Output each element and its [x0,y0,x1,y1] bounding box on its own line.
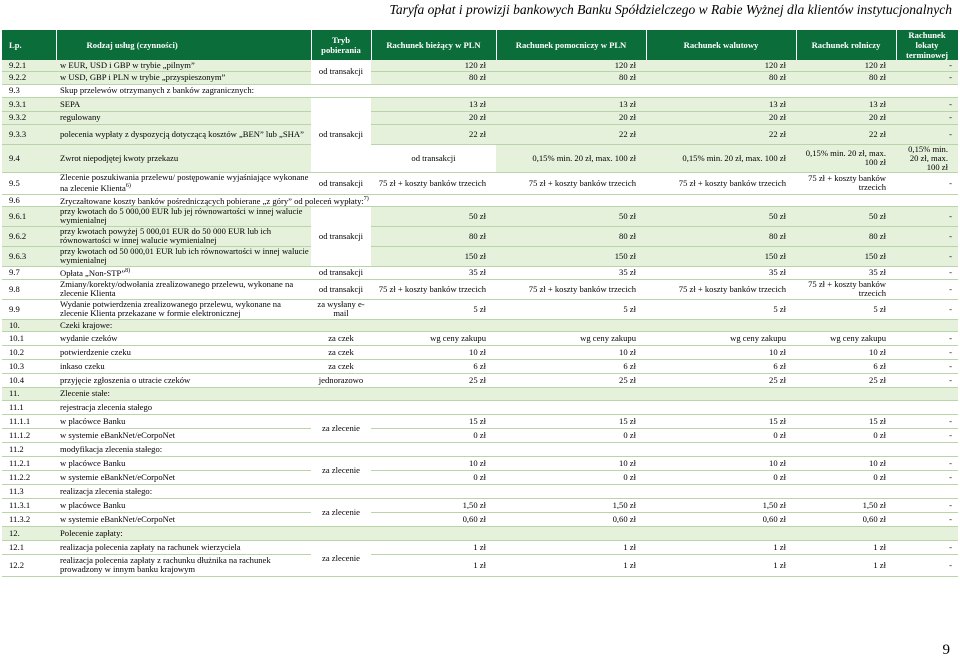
table-row [2,84,958,97]
fee-current-account: 150 zł [371,246,496,266]
fee-deposit-account: - [896,540,958,554]
service-name [56,373,311,387]
row-title [56,387,958,400]
fee-auxiliary-account: wg ceny zakupu [496,331,646,345]
fee-deposit-account: - [896,428,958,442]
fee-auxiliary-account: 6 zł [496,359,646,373]
row-number: 9.8 [2,279,56,299]
fee-currency-account: 75 zł + koszty banków trzecich [646,279,796,299]
fee-currency-account: 20 zł [646,111,796,124]
row-number: 11.1.1 [2,414,56,428]
service-name [56,279,311,299]
row-number: 9.9 [2,299,56,319]
table-row [2,400,958,414]
fee-auxiliary-account: 25 zł [496,373,646,387]
collection-mode: od transakcji [311,266,371,279]
service-name [56,331,311,345]
fee-deposit-account: - [896,331,958,345]
row-title-text: realizacja zlecenia stałego: [60,485,153,496]
row-title [56,194,958,206]
fee-deposit-account: - [896,456,958,470]
collection-mode: za zlecenie [311,540,371,576]
row-title [56,484,958,498]
service-name-text: Wydanie potwierdzenia zrealizowanego przelewu, wykonane na zlecenie Klienta przekazane w formie elektronicznej [60,299,281,318]
fee-auxiliary-account: 10 zł [496,345,646,359]
row-number: 11.2 [2,442,56,456]
fee-agricultural-account: 75 zł + koszty banków trzecich [796,172,896,194]
fee-current-account: 1 zł [371,554,496,576]
service-name [56,456,311,470]
table-row [2,279,958,299]
fee-auxiliary-account: 120 zł [496,60,646,71]
row-number: 12.2 [2,554,56,576]
service-name-text: przyjęcie zgłoszenia o utracie czeków [60,374,191,385]
fee-deposit-account: - [896,206,958,226]
fee-current-account: 120 zł [371,60,496,71]
fee-current-account: 25 zł [371,373,496,387]
row-title-text: Zlecenie stałe: [60,388,110,398]
table-row [2,206,958,226]
fee-deposit-account: - [896,246,958,266]
collection-mode: za zlecenie [311,414,371,442]
fee-auxiliary-account: 22 zł [496,124,646,144]
service-name [56,414,311,428]
service-name [56,97,311,111]
collection-mode: za czek [311,331,371,345]
fee-deposit-account: - [896,60,958,71]
table-row [2,484,958,498]
fee-auxiliary-account: 1 zł [496,540,646,554]
service-name [56,359,311,373]
service-name [56,512,311,526]
fee-deposit-account: - [896,554,958,576]
service-name [56,206,311,226]
row-title [56,400,958,414]
service-name [56,345,311,359]
row-number: 9.6.2 [2,226,56,246]
fee-currency-account: 120 zł [646,60,796,71]
fee-currency-account: 0,15% min. 20 zł, max. 100 zł [796,144,896,172]
row-number: 11.1.2 [2,428,56,442]
fee-current-account: 35 zł [371,266,496,279]
section-row [2,319,958,331]
fee-auxiliary-account: 35 zł [496,266,646,279]
service-name [56,60,311,71]
table-row [2,144,958,172]
header-auxiliary-account: Rachunek pomocniczy w PLN [496,30,646,60]
fee-current-account: 1,50 zł [371,498,496,512]
fee-auxiliary-account: 5 zł [496,299,646,319]
fee-auxiliary-account: 0,15% min. 20 zł, max. 100 zł [646,144,796,172]
fee-auxiliary-account: 15 zł [496,414,646,428]
fee-current-account: 13 zł [371,97,496,111]
fee-table [2,30,958,577]
row-title-text: Czeki krajowe: [60,319,113,330]
service-name [56,428,311,442]
row-number: 9.7 [2,266,56,279]
table-row [2,194,958,206]
table-row [2,540,958,554]
fee-agricultural-account: 13 zł [796,97,896,111]
service-name-text: w placówce Banku [60,457,126,468]
fee-current-account: 75 zł + koszty banków trzecich [371,279,496,299]
row-number: 9.4 [2,144,56,172]
service-name-text: w systemie eBankNet/eCorpoNet [60,471,176,482]
table-row [2,470,958,484]
table-row [2,97,958,111]
table-row [2,124,958,144]
collection-mode: od transakcji [311,206,371,266]
row-number: 11.2.2 [2,470,56,484]
fee-auxiliary-account: 0 zł [496,428,646,442]
fee-deposit-account: - [896,124,958,144]
fee-deposit-account: - [896,299,958,319]
fee-currency-account: 80 zł [646,71,796,84]
row-number: 11.3 [2,484,56,498]
fee-current-account: 0 zł [371,428,496,442]
section-row [2,526,958,540]
table-row [2,172,958,194]
row-number: 9.2.1 [2,60,56,71]
service-name-text: potwierdzenie czeku [60,346,131,357]
fee-currency-account: 0 zł [646,428,796,442]
fee-deposit-account: - [896,111,958,124]
row-number: 11. [2,387,56,400]
table-row [2,359,958,373]
table-row [2,442,958,456]
row-number: 9.6.1 [2,206,56,226]
table-header [2,30,958,60]
service-name-text: polecenia wypłaty z dyspozycją dotyczącą kosztów „BEN” lub „SHA” [60,128,304,139]
table-row [2,246,958,266]
fee-current-account: 22 zł [371,124,496,144]
fee-currency-account: 75 zł + koszty banków trzecich [646,172,796,194]
row-number: 9.5 [2,172,56,194]
service-name-text: w systemie eBankNet/eCorpoNet [60,513,176,524]
fee-auxiliary-account: 75 zł + koszty banków trzecich [496,172,646,194]
service-name [56,144,311,172]
service-name-text: przy kwotach powyżej 5 000,01 EUR do 50 000 EUR lub ich równowartości w innej walucie wymienialnej [60,226,271,245]
service-name-text: w systemie eBankNet/eCorpoNet [60,429,176,440]
fee-agricultural-account: 75 zł + koszty banków trzecich [796,279,896,299]
table-row [2,498,958,512]
fee-agricultural-account: 150 zł [796,246,896,266]
fee-agricultural-account: 0 zł [796,470,896,484]
header-deposit-account: Rachunek lokaty terminowej [896,30,958,60]
fee-current-account: 80 zł [371,226,496,246]
row-number: 11.1 [2,400,56,414]
row-number: 12.1 [2,540,56,554]
table-row [2,414,958,428]
fee-agricultural-account: 1 zł [796,540,896,554]
fee-deposit-account: - [896,279,958,299]
page-number: 9 [942,642,950,658]
fee-agricultural-account: 20 zł [796,111,896,124]
fee-agricultural-account: wg ceny zakupu [796,331,896,345]
service-name-text: w placówce Banku [60,415,126,426]
row-number: 11.3.2 [2,512,56,526]
footnote-ref: 7) [363,195,369,202]
fee-current-account: 20 zł [371,111,496,124]
table-row [2,331,958,345]
table-row [2,456,958,470]
row-number: 10. [2,319,56,331]
document-title: Taryfa opłat i prowizji bankowych Banku Spółdzielczego w Rabie Wyżnej dla klientów instytucjonalnych [389,2,952,17]
header-mode: Tryb pobierania [311,30,371,60]
row-number: 10.4 [2,373,56,387]
table-row [2,60,958,71]
fee-current-account: 10 zł [371,456,496,470]
service-name [56,299,311,319]
fee-agricultural-account: 10 zł [796,456,896,470]
fee-currency-account: 6 zł [646,359,796,373]
fee-agricultural-account: 0 zł [796,428,896,442]
table-row [2,373,958,387]
row-title [56,319,958,331]
fee-current-account: 5 zł [371,299,496,319]
fee-current-account: 80 zł [371,71,496,84]
collection-mode: za czek [311,345,371,359]
table-row [2,71,958,84]
fee-agricultural-account: 0,60 zł [796,512,896,526]
fee-agricultural-account: 0,15% min. 20 zł, max. 100 zł [896,144,958,172]
fee-auxiliary-account: 50 zł [496,206,646,226]
service-name [56,554,311,576]
fee-currency-account: 1 zł [646,554,796,576]
fee-agricultural-account: 120 zł [796,60,896,71]
collection-mode: za wysłany e-mail [311,299,371,319]
fee-deposit-account: - [896,470,958,484]
fee-current-account: 1 zł [371,540,496,554]
service-name [56,266,311,279]
fee-current-account: 10 zł [371,345,496,359]
fee-current-account: 75 zł + koszty banków trzecich [371,172,496,194]
row-title-text: Zryczałtowane koszty banków pośredniczących pobierane „z góry” od poleceń wypłaty: [60,195,364,206]
fee-currency-account: 1,50 zł [646,498,796,512]
service-name [56,71,311,84]
fee-agricultural-account: 5 zł [796,299,896,319]
row-number: 9.3 [2,84,56,97]
table-row [2,266,958,279]
fee-agricultural-account: 10 zł [796,345,896,359]
service-name-text: w placówce Banku [60,499,126,510]
service-name-text: w USD, GBP i PLN w trybie „przyspieszonym” [60,72,226,82]
service-name [56,498,311,512]
fee-agricultural-account: 22 zł [796,124,896,144]
fee-auxiliary-account: 10 zł [496,456,646,470]
row-title [56,526,958,540]
fee-currency-account: 0 zł [646,470,796,484]
service-name-text: Zwrot niepodjętej kwoty przekazu [60,152,179,163]
fee-auxiliary-account: 0,60 zł [496,512,646,526]
fee-auxiliary-account: 20 zł [496,111,646,124]
fee-deposit-account: - [896,414,958,428]
fee-current-account: 0 zł [371,470,496,484]
header-agricultural-account: Rachunek rolniczy [796,30,896,60]
service-name [56,540,311,554]
row-number: 9.6.3 [2,246,56,266]
row-title-text: modyfikacja zlecenia stałego: [60,443,163,454]
fee-deposit-account: - [896,373,958,387]
collection-mode: od transakcji [311,172,371,194]
service-name [56,226,311,246]
fee-agricultural-account: 1,50 zł [796,498,896,512]
service-name-text: przy kwotach do 5 000,00 EUR lub jej równowartości w innej walucie wymienialnej [60,206,303,225]
fee-currency-account: 0,60 zł [646,512,796,526]
row-number: 10.2 [2,345,56,359]
service-name [56,470,311,484]
fee-agricultural-account: 50 zł [796,206,896,226]
fee-agricultural-account: 6 zł [796,359,896,373]
row-number: 11.3.1 [2,498,56,512]
row-title [56,442,958,456]
fee-currency-account: 5 zł [646,299,796,319]
table-row [2,512,958,526]
fee-currency-account: 10 zł [646,456,796,470]
collection-mode: od transakcji [311,60,371,84]
collection-mode: za zlecenie [311,456,371,484]
fee-deposit-account: - [896,345,958,359]
collection-mode: od transakcji [311,97,371,172]
table-row [2,554,958,576]
fee-deposit-account: - [896,498,958,512]
row-title-text: rejestracja zlecenia stałego [60,401,153,412]
header-current-account: Rachunek bieżący w PLN [371,30,496,60]
fee-currency-account: 25 zł [646,373,796,387]
fee-deposit-account: - [896,172,958,194]
row-number: 9.6 [2,194,56,206]
fee-currency-account: 15 zł [646,414,796,428]
row-number: 9.3.1 [2,97,56,111]
header-lp: Lp. [2,30,56,60]
table-row [2,345,958,359]
footnote-ref: 8) [125,268,131,275]
section-row [2,387,958,400]
row-number: 12. [2,526,56,540]
collection-mode: za czek [311,359,371,373]
fee-agricultural-account: 80 zł [796,71,896,84]
service-name-text: Zlecenie poszukiwania przelewu/ postępowanie wyjaśniające wykonane na zlecenie Klienta [60,172,309,193]
fee-agricultural-account: 15 zł [796,414,896,428]
table-row [2,299,958,319]
fee-agricultural-account: 1 zł [796,554,896,576]
fee-auxiliary-account: 75 zł + koszty banków trzecich [496,279,646,299]
fee-currency-account: 50 zł [646,206,796,226]
fee-currency-account: 80 zł [646,226,796,246]
fee-currency-account: wg ceny zakupu [646,331,796,345]
table-body [2,60,958,576]
service-name-text: przy kwotach od 50 000,01 EUR lub ich równowartości w innej walucie wymienialnej [60,246,309,265]
service-name-text: wydanie czeków [60,332,118,343]
row-number: 9.3.2 [2,111,56,124]
fee-agricultural-account: 25 zł [796,373,896,387]
service-name [56,124,311,144]
service-name-text: realizacja polecenia zapłaty na rachunek wierzyciela [60,541,241,552]
collection-mode: za zlecenie [311,498,371,526]
fee-auxiliary-account: 1,50 zł [496,498,646,512]
row-number: 10.1 [2,331,56,345]
row-title-text: Skup przelewów otrzymanych z banków zagranicznych: [60,85,255,95]
fee-deposit-account: - [896,226,958,246]
row-number: 9.3.3 [2,124,56,144]
fee-currency-account: 10 zł [646,345,796,359]
collection-mode: od transakcji [311,279,371,299]
fee-deposit-account: - [896,97,958,111]
fee-currency-account: 1 zł [646,540,796,554]
fee-auxiliary-account: 13 zł [496,97,646,111]
fee-deposit-account: - [896,266,958,279]
service-name-text: Zmiany/korekty/odwołania zrealizowanego przelewu, wykonane na zlecenie Klienta [60,279,294,298]
fee-current-account: 0,15% min. 20 zł, max. 100 zł [496,144,646,172]
header-service: Rodzaj usług (czynności) [56,30,311,60]
service-name-text: realizacja polecenia zapłaty z rachunku dłużnika na rachunek prowadzony w innym banku krajowym [60,555,271,574]
fee-current-account: 0,60 zł [371,512,496,526]
fee-current-account: 6 zł [371,359,496,373]
fee-auxiliary-account: 80 zł [496,71,646,84]
footnote-ref: 6) [125,183,131,190]
fee-currency-account: 150 zł [646,246,796,266]
service-name-text: w EUR, USD i GBP w trybie „pilnym” [60,60,195,70]
service-name [56,246,311,266]
table-row [2,428,958,442]
service-name [56,172,311,194]
header-currency-account: Rachunek walutowy [646,30,796,60]
fee-agricultural-account: 35 zł [796,266,896,279]
table-row [2,226,958,246]
fee-currency-account: 13 zł [646,97,796,111]
fee-agricultural-account: 80 zł [796,226,896,246]
fee-auxiliary-account: 1 zł [496,554,646,576]
row-number: 9.2.2 [2,71,56,84]
service-name [56,111,311,124]
service-name-text: inkaso czeku [60,360,105,371]
collection-mode: jednorazowo [311,373,371,387]
fee-currency-account: 22 zł [646,124,796,144]
fee-deposit-account: - [896,512,958,526]
fee-auxiliary-account: 0 zł [496,470,646,484]
fee-current-account: wg ceny zakupu [371,331,496,345]
collection-mode: od transakcji [371,144,496,172]
fee-deposit-account: - [896,359,958,373]
table-row [2,111,958,124]
fee-auxiliary-account: 150 zł [496,246,646,266]
fee-deposit-account: - [896,71,958,84]
service-name-text: regulowany [60,112,101,122]
fee-auxiliary-account: 80 zł [496,226,646,246]
service-name-text: Opłata „Non-STP” [60,267,126,278]
row-title-text: Polecenie zapłaty: [60,527,123,538]
fee-current-account: 50 zł [371,206,496,226]
row-number: 11.2.1 [2,456,56,470]
service-name-text: SEPA [60,98,81,109]
fee-current-account: 15 zł [371,414,496,428]
row-number: 10.3 [2,359,56,373]
fee-currency-account: 35 zł [646,266,796,279]
row-title [56,84,958,97]
